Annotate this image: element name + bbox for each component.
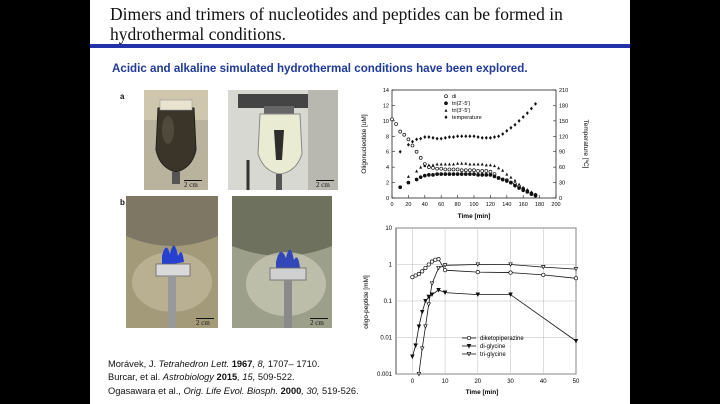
- chart1-point-di: [456, 168, 459, 171]
- chart1-point-tri(3'-5'): [419, 166, 422, 169]
- chart1-point-temperature: [407, 143, 410, 147]
- chart2-xtick-label: 10: [441, 379, 449, 385]
- chart2-xtick-label: 50: [572, 379, 580, 385]
- chart1-point-di: [436, 167, 439, 170]
- chart2-xtick-label: 30: [507, 379, 514, 385]
- chart1-point-temperature: [501, 132, 504, 136]
- chart1-point-tri(3'-5'): [485, 163, 488, 166]
- chart2-point-diketopiperazine: [509, 271, 512, 274]
- chart1-point-temperature: [497, 134, 500, 138]
- chart1-point-temperature: [419, 137, 422, 141]
- chart2-point-diketopiperazine: [574, 277, 577, 280]
- chart1-point-di: [485, 170, 488, 173]
- chart1-point-tri(2'-5'): [522, 189, 525, 192]
- chart1-point-tri(3'-5'): [460, 162, 463, 165]
- chart2-point-tri-glycine: [424, 325, 427, 328]
- photo-electrode-blue-1: [126, 196, 218, 328]
- chart2-ylabel: oligo-peptide [mM]: [363, 275, 370, 329]
- chart1-point-tri(2'-5'): [514, 184, 517, 187]
- chart1-ytick-label: 6: [385, 149, 389, 156]
- chart1-point-temperature: [456, 134, 459, 138]
- chart1-point-di: [460, 169, 463, 172]
- chart1-point-tri(3'-5'): [415, 170, 418, 173]
- chart1-xtick-label: 0: [390, 202, 394, 208]
- chart1-y2tick-label: 0: [559, 196, 563, 202]
- chart1-xtick-label: 60: [438, 202, 445, 208]
- chart1-point-di: [395, 122, 398, 125]
- chart1-y2tick-label: 180: [559, 103, 569, 110]
- title-line-1: Dimers and trimers of nucleotides and peptides can be formed in: [110, 4, 563, 24]
- chart1-point-tri(3'-5'): [505, 173, 508, 176]
- chart2-point-diketopiperazine: [424, 266, 427, 269]
- chart2-point-tri-glycine: [476, 263, 479, 266]
- reference-1: Morávek, J. Tetrahedron Lett. 1967, 8, 1707– 1710.: [108, 359, 320, 369]
- chart1-point-tri(3'-5'): [468, 163, 471, 166]
- chart1-point-tri(3'-5'): [427, 163, 430, 166]
- chart1-ytick-label: 10: [382, 118, 389, 125]
- chart2-ytick-label: 0.001: [376, 372, 392, 378]
- chart1-point-tri(2'-5'): [518, 186, 521, 189]
- chart1-point-tri(2'-5'): [423, 174, 426, 177]
- chart2-point-di-glycine: [411, 355, 414, 358]
- slide-title: [110, 4, 620, 44]
- chart1-point-temperature: [518, 119, 521, 123]
- chart1-ytick-label: 8: [385, 134, 389, 141]
- scale-bar-b2: 2 cm: [310, 318, 328, 327]
- chart1-point-di: [407, 138, 410, 141]
- chart1-point-di: [411, 144, 414, 147]
- scale-bar-a2: 2 cm: [316, 180, 334, 189]
- chart1-point-temperature: [460, 134, 463, 138]
- chart1-point-di: [399, 130, 402, 133]
- chart1-point-temperature: [432, 136, 435, 140]
- panel-b-label: b: [120, 198, 125, 207]
- chart1-point-temperature: [436, 137, 439, 141]
- chart1-point-temperature: [489, 136, 492, 140]
- chart1-point-temperature: [530, 107, 533, 111]
- chart2-xtick-label: 0: [410, 379, 415, 385]
- chart1-point-temperature: [415, 137, 418, 141]
- chart1-xtick-label: 160: [518, 202, 528, 208]
- chart2-point-diketopiperazine: [443, 268, 446, 271]
- chart1-point-tri(2'-5'): [448, 173, 451, 176]
- chart2-ytick-label: 1: [388, 262, 392, 269]
- chart1-point-tri(2'-5'): [399, 186, 402, 189]
- chart1-point-tri(3'-5'): [448, 163, 451, 166]
- chart1-point-di: [448, 168, 451, 171]
- chart1-point-di: [473, 169, 476, 172]
- chart1-point-tri(3'-5'): [497, 166, 500, 169]
- chart1-point-tri(3'-5'): [452, 163, 455, 166]
- chart1-point-di: [403, 133, 406, 136]
- chart1-point-temperature: [444, 136, 447, 140]
- chart1-point-tri(2'-5'): [456, 173, 459, 176]
- chart1-legend-marker: [445, 115, 448, 119]
- title-divider: [90, 44, 630, 48]
- chart1-point-temperature: [526, 111, 529, 115]
- chart2-point-diketopiperazine: [437, 257, 440, 260]
- chart1-point-tri(2'-5'): [452, 173, 455, 176]
- chart1-legend-label: temperature: [452, 115, 482, 121]
- chart1-point-temperature: [423, 135, 426, 139]
- chart1-point-temperature: [452, 135, 455, 139]
- chart1-point-temperature: [427, 135, 430, 139]
- chart1-point-tri(3'-5'): [473, 163, 476, 166]
- chart1-xtick-label: 40: [421, 202, 428, 208]
- chart2-xtick-label: 20: [474, 379, 482, 385]
- chart2-legend-marker: [467, 352, 470, 355]
- oligopeptide-chart: [356, 222, 586, 400]
- chart2-point-tri-glycine: [542, 265, 545, 268]
- chart1-y2tick-label: 210: [559, 88, 569, 94]
- chart2-line-diketopiperazine: [412, 259, 576, 278]
- chart2-point-di-glycine: [414, 344, 417, 347]
- chart1-point-tri(2'-5'): [473, 173, 476, 176]
- chart1-point-temperature: [534, 102, 537, 106]
- chart1-point-tri(3'-5'): [501, 169, 504, 172]
- chart2-point-di-glycine: [443, 291, 446, 294]
- slide-subtitle: Acidic and alkaline simulated hydrothermal conditions have been explored.: [112, 62, 528, 75]
- chart2-point-tri-glycine: [443, 264, 446, 267]
- chart2-xlabel: Time [min]: [465, 389, 499, 396]
- chart2-ytick-label: 0.1: [383, 299, 392, 305]
- chart1-point-temperature: [411, 140, 414, 144]
- chart1-legend-label: tri(3'-5'): [452, 108, 471, 114]
- chart1-point-di: [489, 170, 492, 173]
- chart2-point-di-glycine: [424, 299, 427, 302]
- chart1-xtick-label: 120: [485, 202, 495, 208]
- chart1-point-temperature: [440, 137, 443, 141]
- chart1-point-tri(3'-5'): [489, 163, 492, 166]
- references-list: [108, 358, 359, 398]
- chart1-point-tri(3'-5'): [493, 164, 496, 167]
- chart1-point-di: [415, 150, 418, 153]
- chart1-point-di: [440, 167, 443, 170]
- chart1-point-temperature: [493, 135, 496, 139]
- chart1-ytick-label: 12: [382, 103, 389, 110]
- chart1-y2tick-label: 150: [559, 118, 569, 125]
- chart2-point-di-glycine: [417, 325, 420, 328]
- chart1-xlabel: Time [min]: [457, 213, 491, 220]
- chart1-point-tri(3'-5'): [509, 176, 512, 179]
- chart2-point-di-glycine: [574, 339, 577, 342]
- chart1-xtick-label: 200: [551, 202, 561, 208]
- chart1-xtick-label: 180: [535, 202, 545, 208]
- reference-3: Ogasawara et al., Orig. Life Evol. Biosph. 2000, 30, 519-526.: [108, 385, 359, 396]
- chart1-point-tri(3'-5'): [444, 163, 447, 166]
- chart2-xtick-label: 40: [539, 379, 547, 385]
- chart1-point-tri(3'-5'): [456, 162, 459, 165]
- chart1-y2tick-label: 60: [559, 165, 566, 172]
- chart1-legend-marker: [445, 109, 448, 112]
- oligonucleotide-chart: [356, 82, 589, 222]
- chart1-point-tri(2'-5'): [493, 175, 496, 178]
- chart1-point-temperature: [509, 126, 512, 130]
- chart1-point-tri(2'-5'): [481, 173, 484, 176]
- chart1-point-temperature: [468, 134, 471, 138]
- chart1-point-tri(2'-5'): [497, 176, 500, 179]
- chart2-ytick-label: 10: [385, 226, 392, 232]
- chart1-point-tri(2'-5'): [477, 173, 480, 176]
- chart1-point-temperature: [464, 134, 467, 138]
- chart1-y2tick-label: 120: [559, 134, 569, 141]
- chart2-point-tri-glycine: [427, 303, 430, 306]
- chart1-ytick-label: 4: [385, 165, 389, 172]
- chart1-point-temperature: [514, 123, 517, 127]
- chart1-xtick-label: 20: [405, 202, 412, 208]
- reference-2: Burcar, et al. Astrobiology 2015, 15, 509-522.: [108, 372, 295, 383]
- chart1-point-di: [391, 118, 394, 121]
- chart1-point-temperature: [481, 136, 484, 140]
- chart2-point-diketopiperazine: [427, 263, 430, 266]
- chart2-point-diketopiperazine: [476, 270, 479, 273]
- chart1-point-di: [444, 168, 447, 171]
- chart1-point-tri(2'-5'): [444, 173, 447, 176]
- chart2-point-diketopiperazine: [434, 258, 437, 261]
- chart1-point-di: [452, 168, 455, 171]
- chart1-y2tick-label: 30: [559, 180, 566, 187]
- chart1-point-temperature: [477, 135, 480, 139]
- chart2-point-tri-glycine: [509, 263, 512, 266]
- chart1-ytick-label: 0: [385, 196, 389, 202]
- chart1-point-tri(2'-5'): [415, 178, 418, 181]
- chart1-point-tri(3'-5'): [530, 190, 533, 193]
- photo-reactor-dark: [144, 90, 208, 190]
- chart1-point-tri(2'-5'): [464, 173, 467, 176]
- chart1-point-di: [419, 156, 422, 159]
- chart2-ytick-label: 0.01: [380, 335, 392, 342]
- slide: [90, 0, 630, 404]
- chart1-legend-marker: [445, 95, 448, 98]
- chart1-point-temperature: [485, 136, 488, 140]
- chart1-plot-frame: [392, 90, 556, 198]
- chart1-point-tri(3'-5'): [481, 163, 484, 166]
- chart1-point-tri(2'-5'): [485, 173, 488, 176]
- chart1-point-tri(3'-5'): [518, 183, 521, 186]
- chart1-point-tri(3'-5'): [440, 163, 443, 166]
- chart1-point-tri(2'-5'): [501, 178, 504, 181]
- chart2-point-diketopiperazine: [411, 275, 414, 278]
- panel-a-label: a: [120, 92, 125, 101]
- chart1-point-di: [468, 169, 471, 172]
- chart1-ylabel: Oligonucleotide [uM]: [361, 114, 368, 174]
- chart1-y2tick-label: 90: [559, 149, 566, 156]
- chart1-point-tri(3'-5'): [514, 179, 517, 182]
- chart1-point-tri(2'-5'): [427, 173, 430, 176]
- chart1-point-temperature: [399, 150, 402, 154]
- chart2-point-tri-glycine: [417, 372, 420, 375]
- chart1-xtick-label: 140: [502, 202, 512, 208]
- chart2-point-di-glycine: [420, 310, 423, 313]
- chart1-point-di: [432, 166, 435, 169]
- chart1-point-tri(3'-5'): [526, 188, 529, 191]
- chart1-point-tri(2'-5'): [440, 173, 443, 176]
- chart2-point-diketopiperazine: [430, 260, 433, 263]
- chart1-point-temperature: [448, 135, 451, 139]
- chart1-point-tri(2'-5'): [419, 176, 422, 179]
- chart2-legend-label: diketopiperazine: [480, 336, 524, 342]
- chart1-point-tri(2'-5'): [432, 173, 435, 176]
- chart1-point-tri(3'-5'): [432, 163, 435, 166]
- chart1-legend-marker: [445, 102, 448, 105]
- title-line-2: hydrothermal conditions.: [110, 24, 286, 44]
- chart2-legend-label: di-glycine: [480, 344, 506, 350]
- chart1-legend-label: di: [452, 94, 457, 100]
- chart1-point-temperature: [473, 134, 476, 138]
- chart1-point-tri(2'-5'): [468, 173, 471, 176]
- chart1-ytick-label: 14: [382, 88, 389, 94]
- chart1-point-tri(3'-5'): [436, 163, 439, 166]
- chart1-point-tri(3'-5'): [407, 175, 410, 178]
- chart1-point-tri(2'-5'): [407, 181, 410, 184]
- chart1-point-tri(2'-5'): [489, 173, 492, 176]
- chart1-point-di: [464, 169, 467, 172]
- chart1-point-temperature: [522, 115, 525, 119]
- chart2-point-diketopiperazine: [420, 270, 423, 273]
- chart2-legend-marker: [467, 344, 470, 347]
- chart2-point-diketopiperazine: [417, 272, 420, 275]
- photo-reactor-clear: [228, 90, 338, 190]
- chart1-ytick-label: 2: [385, 180, 389, 187]
- chart1-point-tri(3'-5'): [477, 163, 480, 166]
- chart2-point-diketopiperazine: [542, 273, 545, 276]
- chart1-point-tri(2'-5'): [505, 180, 508, 183]
- scale-bar-a1: 2 cm: [184, 180, 202, 189]
- chart2-point-tri-glycine: [420, 347, 423, 350]
- chart2-point-di-glycine: [476, 293, 479, 296]
- photo-electrode-blue-2: [232, 196, 332, 328]
- chart1-point-temperature: [505, 129, 508, 133]
- chart2-legend-label: tri-glycine: [480, 352, 506, 358]
- chart1-xtick-label: 80: [454, 202, 461, 208]
- chart1-legend-label: tri(2'-5'): [452, 101, 471, 107]
- chart2-point-tri-glycine: [574, 267, 577, 270]
- chart1-point-tri(2'-5'): [436, 173, 439, 176]
- chart1-point-di: [477, 170, 480, 173]
- chart1-point-di: [481, 170, 484, 173]
- chart2-point-diketopiperazine: [414, 274, 417, 277]
- chart1-y2label: Temperature [ºC]: [582, 119, 589, 169]
- scale-bar-b1: 2 cm: [196, 318, 214, 327]
- chart2-point-tri-glycine: [437, 266, 440, 269]
- chart1-point-tri(3'-5'): [522, 186, 525, 189]
- chart2-legend-marker: [467, 336, 470, 339]
- chart1-point-tri(2'-5'): [460, 173, 463, 176]
- chart1-point-tri(3'-5'): [464, 162, 467, 165]
- chart1-xtick-label: 100: [469, 202, 479, 208]
- chart1-point-tri(2'-5'): [509, 181, 512, 184]
- chart2-point-tri-glycine: [430, 282, 433, 285]
